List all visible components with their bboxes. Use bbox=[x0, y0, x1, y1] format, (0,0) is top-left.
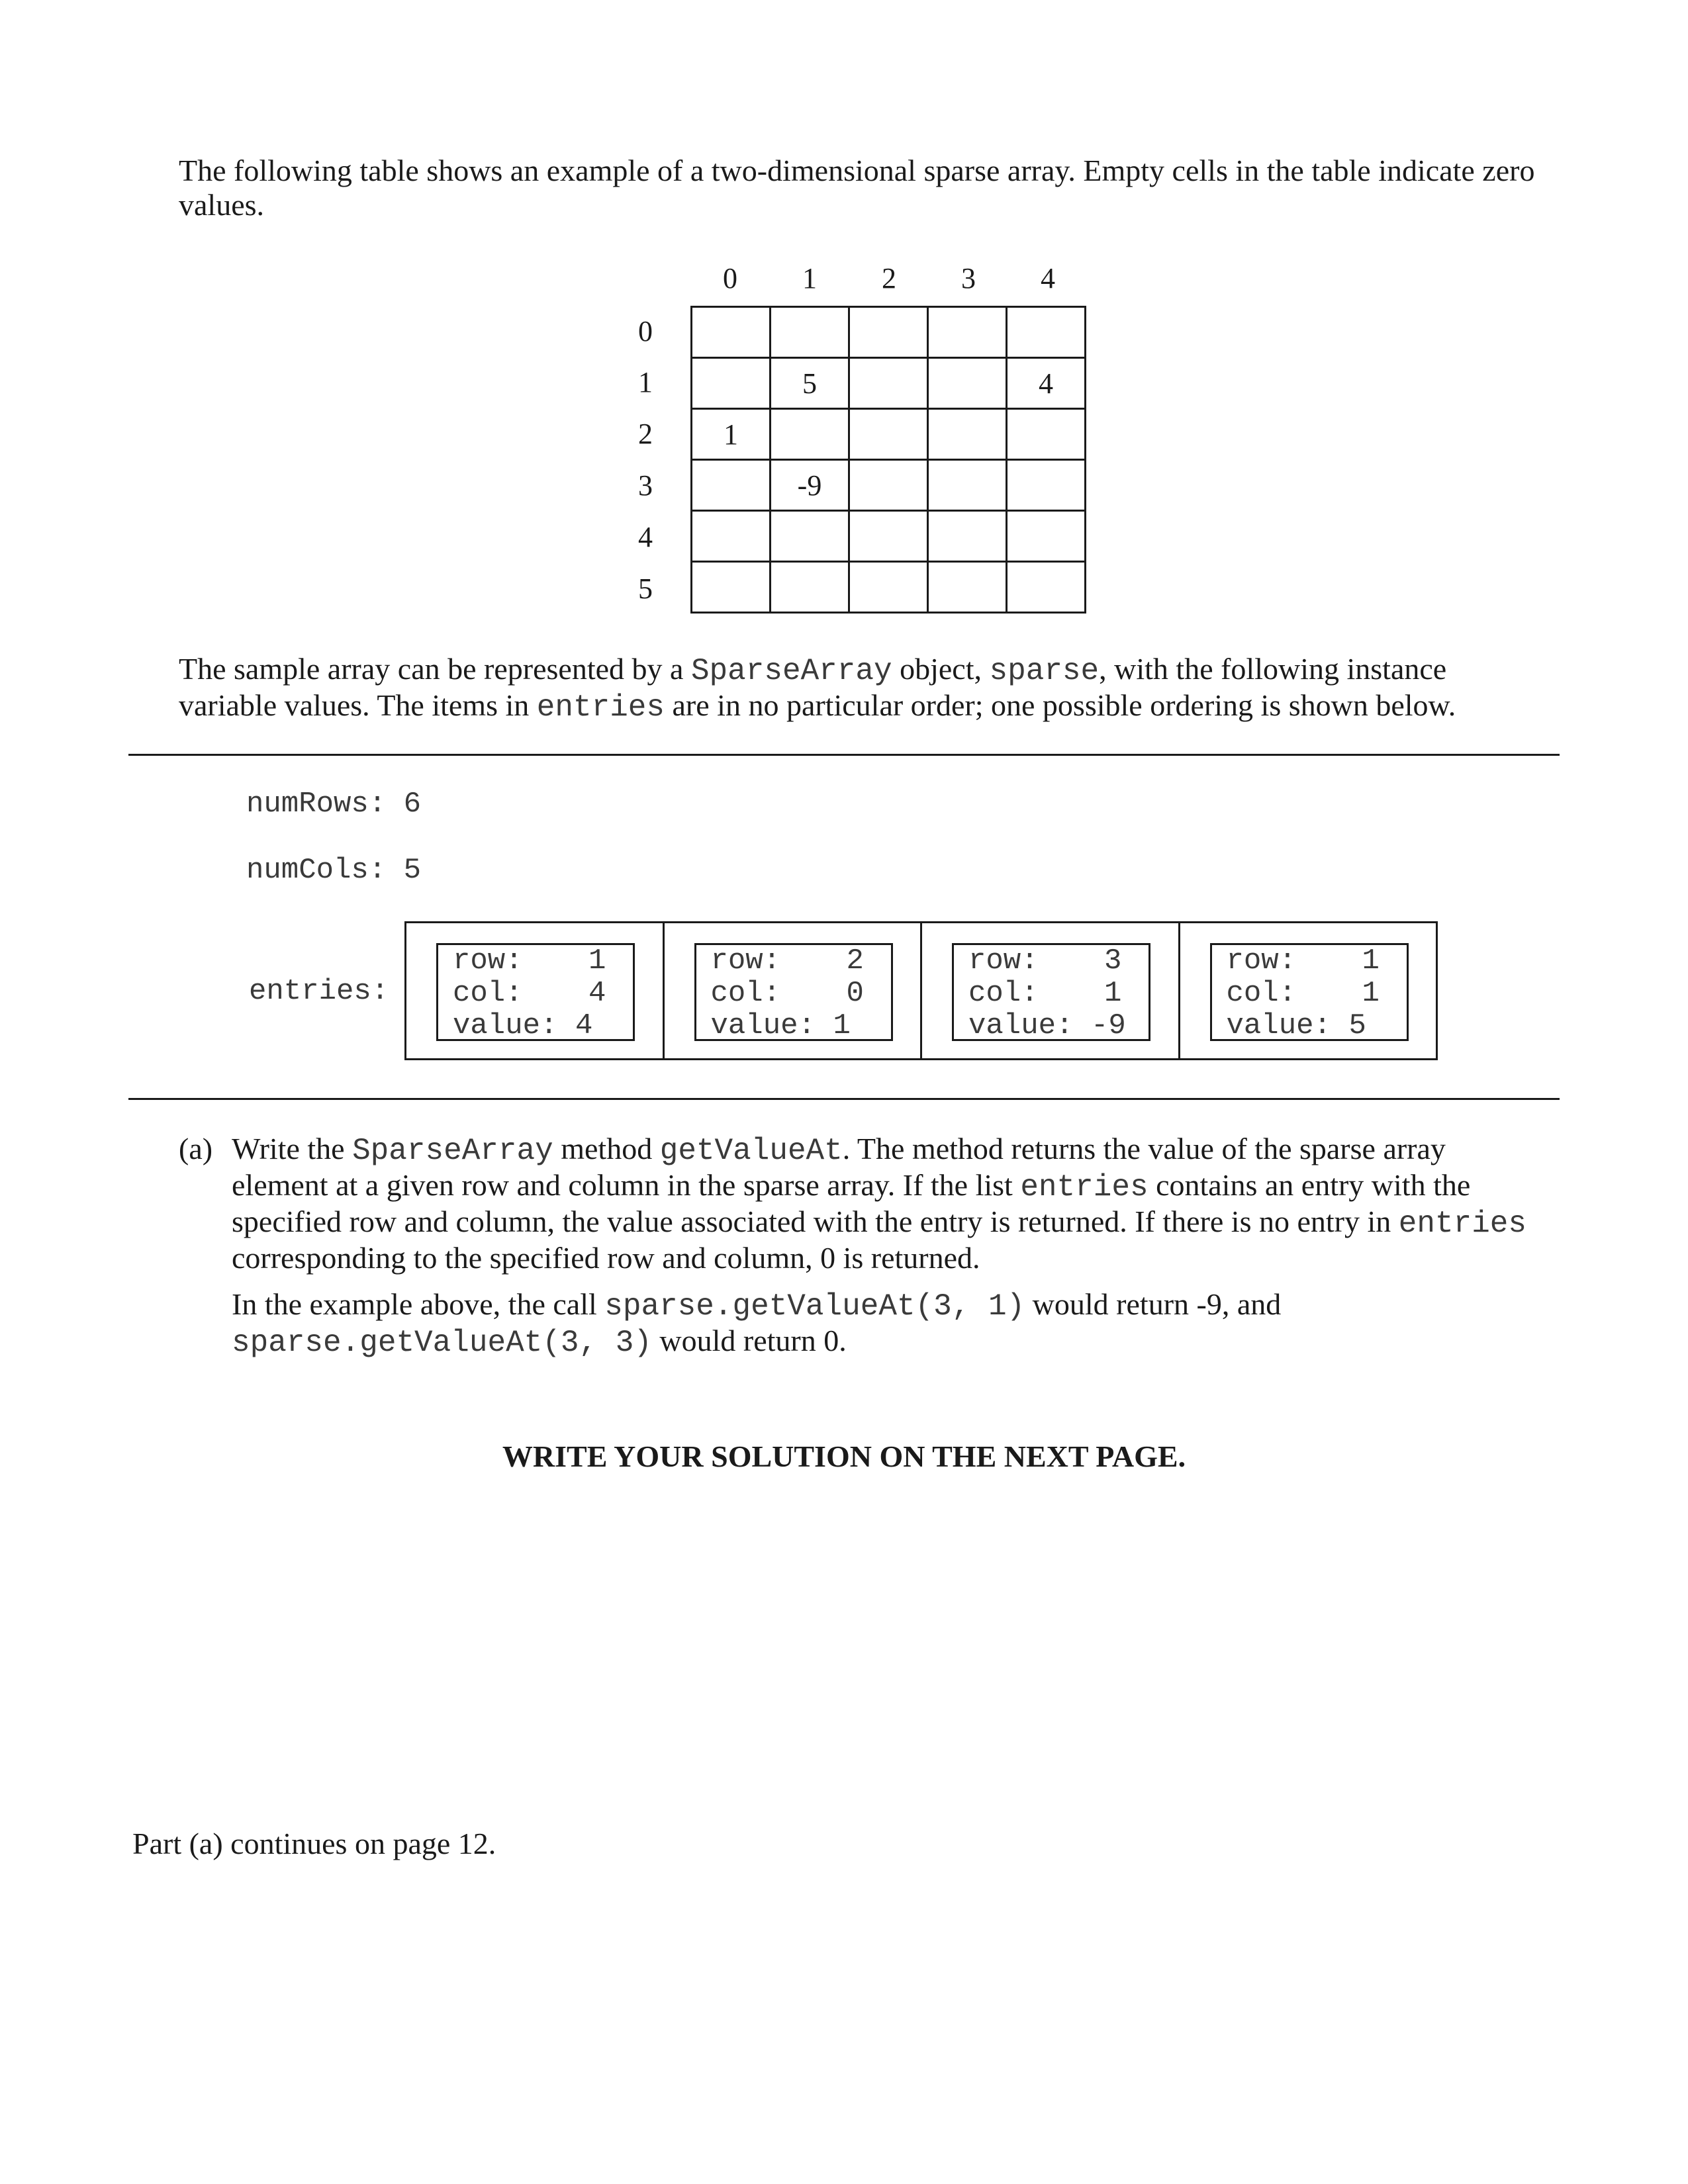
grid-cell bbox=[1007, 511, 1086, 562]
grid-cell bbox=[928, 409, 1007, 460]
grid-cell bbox=[849, 409, 928, 460]
grid-cell bbox=[692, 562, 771, 613]
grid-cell bbox=[849, 358, 928, 409]
code-sparse: sparse bbox=[989, 654, 1100, 688]
grid-row bbox=[692, 511, 1086, 562]
grid-row-label: 3 bbox=[638, 469, 653, 502]
grid-cell bbox=[928, 358, 1007, 409]
grid-cell bbox=[849, 511, 928, 562]
page-footer-note: Part (a) continues on page 12. bbox=[132, 1827, 496, 1860]
grid-row bbox=[692, 409, 1086, 460]
part-a-label: (a) bbox=[179, 1132, 213, 1165]
grid-cell bbox=[771, 562, 849, 613]
divider-bottom bbox=[128, 1098, 1560, 1100]
grid-cell bbox=[849, 460, 928, 511]
code-call-example-2: sparse.getValueAt(3, 3) bbox=[232, 1326, 652, 1360]
entries-list-item bbox=[1180, 923, 1436, 1058]
grid-cell bbox=[1007, 562, 1086, 613]
entries-list bbox=[404, 921, 1438, 1060]
grid-cell bbox=[928, 511, 1007, 562]
entry-object: row: 2 col: 0 value: 1 bbox=[694, 943, 893, 1041]
grid-col-label: 1 bbox=[802, 262, 817, 295]
solution-instruction: WRITE YOUR SOLUTION ON THE NEXT PAGE. bbox=[502, 1439, 1186, 1473]
grid-cell bbox=[849, 562, 928, 613]
entry-object: row: 1 col: 1 value: 5 bbox=[1210, 943, 1409, 1041]
grid-cell bbox=[692, 307, 771, 358]
part-a-example: In the example above, the call sparse.getValueAt(3, 1) would return -9, and sparse.getValueAt(3, 3) would return 0. bbox=[232, 1287, 1282, 1360]
intro-paragraph: The following table shows an example of a two-dimensional sparse array. Empty cells in the table indicate zero values. bbox=[179, 154, 1535, 222]
code-entries: entries bbox=[1020, 1170, 1149, 1205]
grid-cell bbox=[692, 358, 771, 409]
grid-cell bbox=[1007, 460, 1086, 511]
grid-cell bbox=[928, 460, 1007, 511]
num-rows-value: numRows: 6 bbox=[246, 788, 422, 821]
grid-cell bbox=[771, 409, 849, 460]
entries-list-item bbox=[922, 923, 1180, 1058]
grid-row bbox=[692, 460, 1086, 511]
entry-object: row: 1 col: 4 value: 4 bbox=[436, 943, 635, 1041]
grid-cell bbox=[1007, 409, 1086, 460]
grid-cell bbox=[692, 460, 771, 511]
grid-row bbox=[692, 562, 1086, 613]
code-entries: entries bbox=[536, 690, 665, 725]
sparse-array-grid bbox=[690, 306, 1086, 614]
grid-cell: 5 bbox=[771, 358, 849, 409]
grid-col-label: 3 bbox=[961, 262, 976, 295]
grid-cell bbox=[692, 511, 771, 562]
grid-cell bbox=[928, 307, 1007, 358]
grid-row-label: 0 bbox=[638, 315, 653, 347]
grid-col-label: 0 bbox=[723, 262, 737, 295]
grid-row-label: 4 bbox=[638, 521, 653, 553]
grid-row bbox=[692, 358, 1086, 409]
part-a-description: Write the SparseArray method getValueAt. The method returns the value of the sparse array element at a given row and column in the sparse array. If the list entries contains an entry with the specified row and column, the value associated with the entry is returned. If there is no entry in entries corresponding to the specified row and column, 0 is returned. bbox=[232, 1132, 1527, 1275]
code-sparsearray: SparseArray bbox=[690, 654, 892, 688]
code-getvalueat: getValueAt bbox=[659, 1134, 843, 1168]
entries-label: entries: bbox=[249, 975, 389, 1008]
grid-cell bbox=[928, 562, 1007, 613]
grid-cell bbox=[771, 307, 849, 358]
grid-cell: -9 bbox=[771, 460, 849, 511]
entries-list-item bbox=[665, 923, 923, 1058]
grid-row-label: 5 bbox=[638, 572, 653, 605]
num-cols-value: numCols: 5 bbox=[246, 854, 422, 887]
grid-cell: 1 bbox=[692, 409, 771, 460]
grid-row-label: 2 bbox=[638, 418, 653, 450]
grid-cell bbox=[1007, 307, 1086, 358]
grid-row bbox=[692, 307, 1086, 358]
grid-cell bbox=[849, 307, 928, 358]
sample-paragraph: The sample array can be represented by a SparseArray object, sparse, with the following instance variable values. The items in entries are in no particular order; one possible ordering is shown below. bbox=[179, 652, 1456, 725]
grid-col-label: 4 bbox=[1041, 262, 1055, 295]
code-sparsearray: SparseArray bbox=[352, 1134, 553, 1168]
entries-list-item bbox=[406, 923, 665, 1058]
grid-cell bbox=[771, 511, 849, 562]
grid-col-label: 2 bbox=[882, 262, 896, 295]
grid-cell: 4 bbox=[1007, 358, 1086, 409]
divider-top bbox=[128, 754, 1560, 756]
code-call-example-1: sparse.getValueAt(3, 1) bbox=[604, 1289, 1025, 1324]
grid-row-label: 1 bbox=[638, 366, 653, 398]
code-entries: entries bbox=[1398, 1206, 1527, 1241]
entry-object: row: 3 col: 1 value: -9 bbox=[952, 943, 1150, 1041]
